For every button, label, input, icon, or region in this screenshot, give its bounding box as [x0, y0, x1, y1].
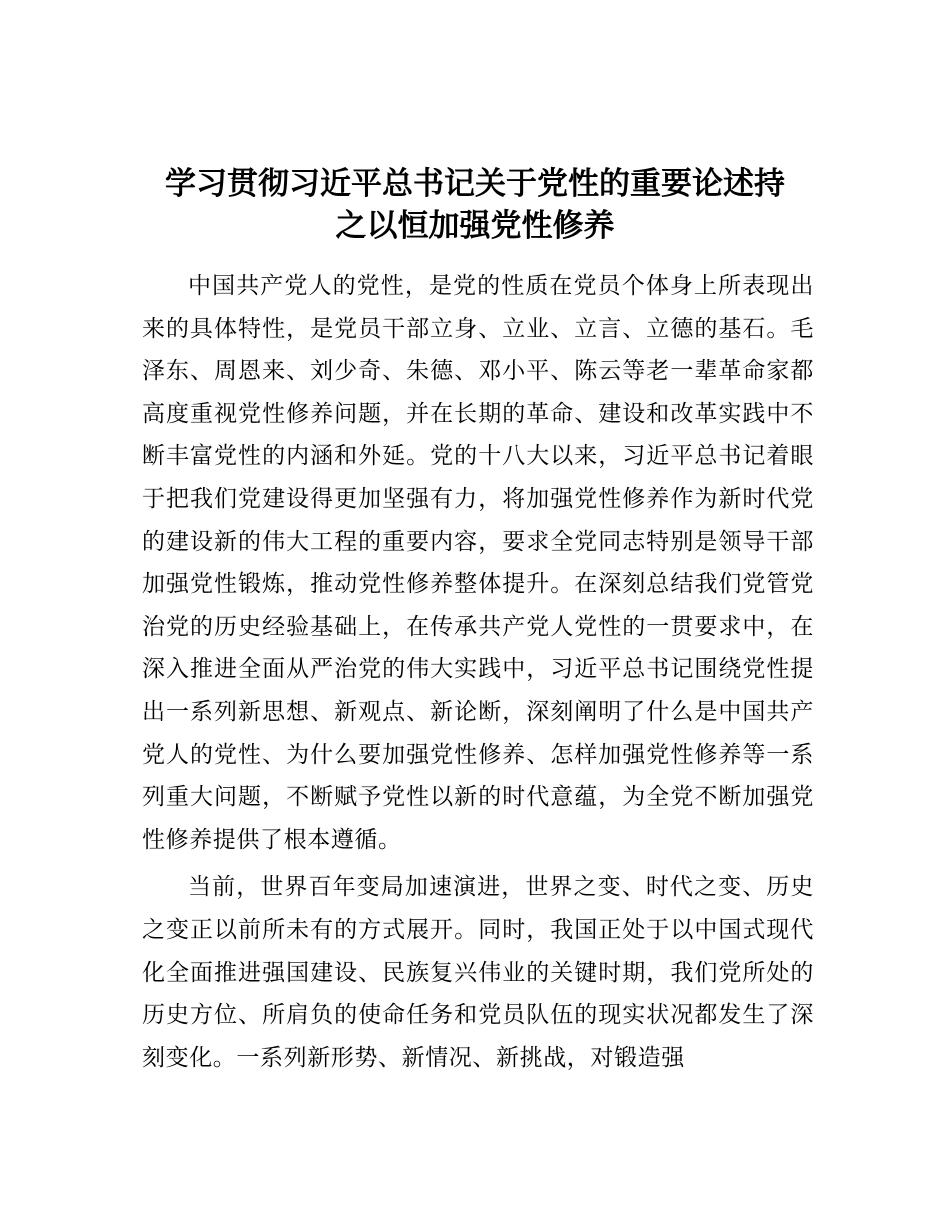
document-body: [142, 265, 814, 1079]
paragraph-1: 中国共产党人的党性，是党的性质在党员个体身上所表现出来的具体特性，是党员干部立身、立业、立言、立德的基石。毛泽东、周恩来、刘少奇、朱德、邓小平、陈云等老一辈革命家都高度重视党性修养问题，并在长期的革命、建设和改革实践中不断丰富党性的内涵和外延。党的十八大以来，习近平总书记着眼于把我们党建设得更加坚强有力，将加强党性修养作为新时代党的建设新的伟大工程的重要内容，要求全党同志特别是领导干部加强党性锻炼，推动党性修养整体提升。在深刻总结我们党管党治党的历史经验基础上，在传承共产党人党性的一贯要求中，在深入推进全面从严治党的伟大实践中，习近平总书记围绕党性提出一系列新思想、新观点、新论断，深刻阐明了什么是中国共产党人的党性、为什么要加强党性修养、怎样加强党性修养等一系列重大问题，不断赋予党性以新的时代意蕴，为全党不断加强党性修养提供了根本遵循。: [142, 273, 814, 853]
title-line-1: 学习贯彻习近平总书记关于党性的重要论述持: [165, 166, 785, 202]
document-title: [120, 163, 830, 247]
title-line-2: 之以恒加强党性修养: [335, 208, 615, 244]
paragraph-2: 当前，世界百年变局加速演进，世界之变、时代之变、历史之变正以前所未有的方式展开。同时，我国正处于以中国式现代化全面推进强国建设、民族复兴伟业的关键时期，我们党所处的历史方位、所肩负的使命任务和党员队伍的现实状况都发生了深刻变化。一系列新形势、新情况、新挑战，对锻造强: [142, 874, 814, 1071]
